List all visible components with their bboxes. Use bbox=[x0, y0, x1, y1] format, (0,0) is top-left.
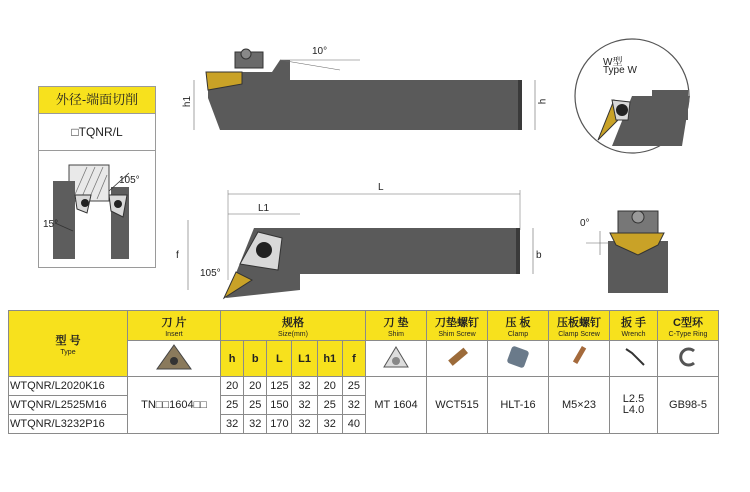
side-b-label: b bbox=[536, 250, 542, 261]
header-ring: C型环 C-Type Ring bbox=[658, 311, 719, 341]
header-clamp: 压 板 Clamp bbox=[488, 311, 549, 341]
side-L1-label: L1 bbox=[258, 203, 270, 214]
wrench-b: L4.0 bbox=[622, 404, 645, 416]
wrench-value bbox=[610, 377, 658, 434]
clamp-image bbox=[488, 341, 549, 377]
operation-title: 外径-端面切削 bbox=[39, 87, 155, 114]
wrench-image bbox=[610, 341, 658, 377]
shim-screw-value: WCT515 bbox=[427, 377, 488, 434]
header-shim: 刀 垫 Shim bbox=[366, 311, 427, 341]
clamp-value: HLT-16 bbox=[488, 377, 549, 434]
cell-h: 25 bbox=[221, 396, 244, 415]
spec-table bbox=[8, 310, 719, 434]
operation-angle-15: 15° bbox=[43, 219, 59, 230]
clamp-screw-icon bbox=[564, 342, 594, 372]
cell-L: 150 bbox=[267, 396, 292, 415]
insert-code: TN□□1604□□ bbox=[128, 377, 221, 434]
type-w-en: Type W bbox=[603, 65, 637, 76]
cell-h1: 32 bbox=[317, 415, 342, 434]
shim-image bbox=[366, 341, 427, 377]
header-insert: 刀 片 Insert bbox=[128, 311, 221, 341]
dim-header-f: f bbox=[342, 341, 365, 377]
shim-screw-icon bbox=[442, 342, 472, 372]
cell-L1: 32 bbox=[292, 377, 317, 396]
insert-image bbox=[128, 341, 221, 377]
ring-value: GB98-5 bbox=[658, 377, 719, 434]
operation-angle-105: 105° bbox=[119, 175, 140, 186]
operation-box bbox=[38, 86, 156, 268]
wrench-icon bbox=[620, 343, 648, 371]
top-h1-label: h1 bbox=[182, 95, 194, 108]
side-L-label: L bbox=[378, 182, 384, 193]
shim-icon bbox=[382, 343, 410, 371]
shim-screw-image bbox=[427, 341, 488, 377]
cell-b: 20 bbox=[244, 377, 267, 396]
cell-L1: 32 bbox=[292, 396, 317, 415]
row-model: WTQNR/L3232P16 bbox=[9, 415, 128, 434]
cell-h1: 20 bbox=[317, 377, 342, 396]
dim-header-h: h bbox=[221, 341, 244, 377]
operation-diagram bbox=[39, 151, 155, 267]
insert-triangle-icon bbox=[154, 342, 194, 372]
cell-L: 125 bbox=[267, 377, 292, 396]
cell-h1: 25 bbox=[317, 396, 342, 415]
clamp-screw-value: M5×23 bbox=[549, 377, 610, 434]
cell-b: 25 bbox=[244, 396, 267, 415]
header-wrench: 扳 手 Wrench bbox=[610, 311, 658, 341]
dim-header-h1: h1 bbox=[317, 341, 342, 377]
cell-f: 32 bbox=[342, 396, 365, 415]
header-clamp-screw: 压板螺钉 Clamp Screw bbox=[549, 311, 610, 341]
cell-f: 40 bbox=[342, 415, 365, 434]
cell-f: 25 bbox=[342, 377, 365, 396]
clamp-screw-image bbox=[549, 341, 610, 377]
tool-top-view bbox=[180, 40, 560, 140]
wrench-a: L2.5 bbox=[622, 393, 645, 405]
header-model: 型 号 Type bbox=[9, 311, 128, 377]
top-h-label: h bbox=[537, 98, 549, 105]
cell-L: 170 bbox=[267, 415, 292, 434]
top-angle-label: 10° bbox=[312, 46, 328, 57]
side-angle-label: 105° bbox=[200, 268, 221, 279]
cell-h: 20 bbox=[221, 377, 244, 396]
dim-header-b: b bbox=[244, 341, 267, 377]
type-w-cn: W型 bbox=[603, 57, 623, 68]
row-model: WTQNR/L2020K16 bbox=[9, 377, 128, 396]
tool-front-view bbox=[580, 205, 670, 295]
cell-h: 32 bbox=[221, 415, 244, 434]
row-model: WTQNR/L2525M16 bbox=[9, 396, 128, 415]
side-f-label: f bbox=[176, 250, 179, 261]
dim-header-L1: L1 bbox=[292, 341, 317, 377]
shim-value: MT 1604 bbox=[366, 377, 427, 434]
cell-L1: 32 bbox=[292, 415, 317, 434]
cell-b: 32 bbox=[244, 415, 267, 434]
ring-image bbox=[658, 341, 719, 377]
header-shim-screw: 刀垫螺钉 Shim Screw bbox=[427, 311, 488, 341]
tool-side-view bbox=[178, 180, 558, 300]
type-w-detail bbox=[572, 36, 692, 156]
front-angle-label: 0° bbox=[580, 218, 590, 229]
clamp-icon bbox=[503, 342, 533, 372]
c-ring-icon bbox=[674, 343, 702, 371]
header-size: 规格 Size(mm) bbox=[221, 311, 366, 341]
dim-header-L: L bbox=[267, 341, 292, 377]
operation-code: □TQNR/L bbox=[39, 114, 155, 151]
